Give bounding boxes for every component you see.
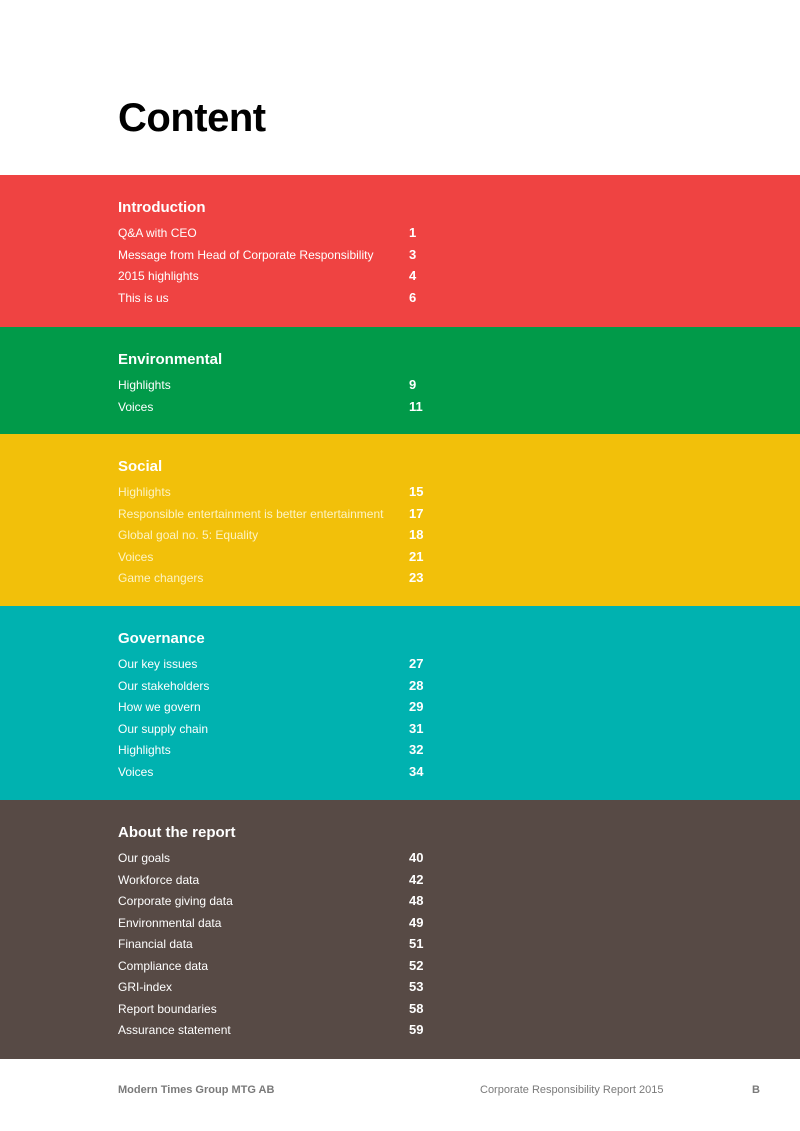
toc-entry-page: 23	[409, 570, 424, 585]
toc-entry[interactable]	[118, 739, 438, 761]
toc-entry[interactable]	[118, 718, 438, 740]
toc-entry[interactable]	[118, 503, 438, 525]
toc-entry-page: 53	[409, 979, 424, 994]
toc-entry-page: 4	[409, 268, 417, 283]
toc-entry-label: Q&A with CEO	[118, 226, 197, 240]
toc-entry[interactable]	[118, 890, 438, 912]
page-title: Content	[118, 96, 266, 140]
toc-entry-label: GRI-index	[118, 980, 173, 994]
toc-entry[interactable]	[118, 546, 438, 568]
toc-entry-label: Highlights	[118, 378, 171, 392]
toc-list	[118, 481, 438, 589]
toc-entry-label: Workforce data	[118, 872, 200, 887]
toc-entry-label: Environmental data	[118, 915, 222, 930]
section-heading: About the report	[118, 824, 236, 841]
toc-entry[interactable]	[118, 761, 438, 783]
toc-entry[interactable]	[118, 912, 438, 934]
toc-entry-label: This is us	[118, 290, 169, 305]
toc-entry[interactable]	[118, 998, 438, 1020]
toc-entry[interactable]	[118, 287, 438, 309]
toc-entry-label: Responsible entertainment is better entertainment	[118, 506, 384, 521]
section-governance	[0, 606, 800, 800]
toc-entry-page: 58	[409, 1000, 424, 1016]
toc-list	[118, 374, 438, 417]
toc-entry[interactable]	[118, 567, 438, 589]
section-heading: Introduction	[118, 199, 206, 216]
toc-entry-page: 42	[409, 871, 424, 887]
toc-entry-label: Our supply chain	[118, 721, 209, 736]
section-heading: Environmental	[118, 351, 223, 368]
toc-entry-label: Highlights	[118, 485, 171, 499]
toc-entry-label: Message from Head of Corporate Responsibility	[118, 247, 374, 262]
toc-entry-page: 1	[409, 225, 417, 240]
toc-entry-page: 52	[409, 957, 424, 973]
toc-entry[interactable]	[118, 976, 438, 998]
toc-entry-label: Voices	[118, 399, 154, 414]
toc-entry-page: 29	[409, 699, 424, 714]
toc-entry-page: 59	[409, 1022, 424, 1037]
toc-entry[interactable]	[118, 374, 438, 396]
section-social	[0, 434, 800, 606]
toc-entry[interactable]	[118, 1019, 438, 1041]
toc-entry-page: 21	[409, 548, 424, 564]
toc-entry[interactable]	[118, 481, 438, 503]
toc-entry-page: 3	[409, 246, 417, 262]
toc-entry-page: 27	[409, 656, 424, 671]
toc-entry-label: How we govern	[118, 700, 201, 714]
toc-entry-label: Voices	[118, 764, 154, 779]
toc-entry-label: Voices	[118, 549, 154, 564]
toc-entry-page: 51	[409, 936, 424, 951]
toc-entry-label: Compliance data	[118, 958, 209, 973]
section-heading: Social	[118, 458, 163, 475]
toc-entry-label: Assurance statement	[118, 1023, 231, 1037]
toc-entry-page: 6	[409, 289, 417, 305]
toc-entry[interactable]	[118, 244, 438, 266]
toc-entry-label: 2015 highlights	[118, 269, 199, 283]
toc-entry-label: Financial data	[118, 937, 193, 951]
toc-entry[interactable]	[118, 869, 438, 891]
toc-entry-page: 28	[409, 677, 424, 693]
toc-entry-page: 34	[409, 763, 424, 779]
toc-entry[interactable]	[118, 524, 438, 546]
toc-entry-label: Our goals	[118, 851, 171, 865]
toc-list	[118, 653, 438, 782]
section-about-the-report	[0, 800, 800, 1059]
toc-entry[interactable]	[118, 265, 438, 287]
section-introduction	[0, 175, 800, 327]
toc-entry-page: 40	[409, 850, 424, 865]
toc-entry[interactable]	[118, 847, 438, 869]
toc-entry[interactable]	[118, 396, 438, 418]
toc-entry[interactable]	[118, 222, 438, 244]
toc-entry[interactable]	[118, 933, 438, 955]
toc-list	[118, 847, 438, 1041]
footer-report-title: Corporate Responsibility Report 2015	[480, 1084, 664, 1096]
toc-entry-label: Report boundaries	[118, 1001, 217, 1016]
toc-entry[interactable]	[118, 653, 438, 675]
toc-entry-label: Highlights	[118, 743, 171, 757]
toc-entry[interactable]	[118, 696, 438, 718]
toc-entry-page: 32	[409, 742, 424, 757]
toc-list	[118, 222, 438, 308]
toc-entry-label: Corporate giving data	[118, 894, 233, 908]
toc-entry-page: 31	[409, 720, 424, 736]
toc-entry-label: Global goal no. 5: Equality	[118, 528, 259, 542]
footer-company-name: Modern Times Group MTG AB	[118, 1084, 275, 1096]
toc-entry-page: 9	[409, 377, 417, 392]
toc-entry-page: 48	[409, 893, 424, 908]
toc-entry[interactable]	[118, 675, 438, 697]
section-environmental	[0, 327, 800, 434]
toc-entry-page: 49	[409, 914, 424, 930]
toc-entry-label: Our key issues	[118, 657, 198, 671]
toc-entry-label: Our stakeholders	[118, 678, 210, 693]
toc-entry-page: 18	[409, 527, 424, 542]
toc-entry-page: 11	[409, 398, 423, 414]
page-footer	[0, 1084, 800, 1100]
toc-entry-page: 15	[409, 484, 424, 499]
toc-entry[interactable]	[118, 955, 438, 977]
footer-page-number: B	[752, 1084, 760, 1096]
toc-entry-page: 17	[409, 505, 424, 521]
section-heading: Governance	[118, 630, 205, 647]
toc-entry-label: Game changers	[118, 571, 204, 585]
